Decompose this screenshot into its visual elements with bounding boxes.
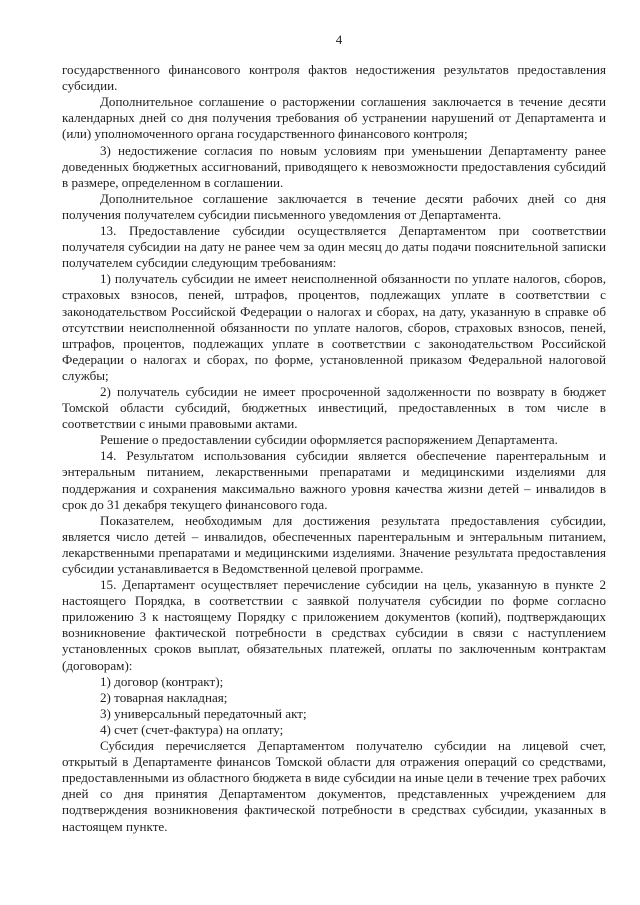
list-item: 1) договор (контракт); — [100, 673, 224, 689]
list-item: 4) счет (счет-фактура) на оплату; — [100, 721, 284, 737]
paragraph: Показателем, необходимым для достижения результата предоставления субсидии, является число детей – инвалидов, обеспеченных парентеральным и энтеральным питанием, лекарственными препаратами и медицинскими изделиями. Значение результата предоставления субсидии устанавливается в Ведомственной целевой программе. — [62, 512, 606, 576]
paragraph: 13. Предоставление субсидии осуществляется Департаментом при соответствии получателя субсидии на дату не ранее чем за один месяц до даты подачи пояснительной записки получателем субсидии следующим требованиям: — [62, 223, 606, 271]
paragraph: Дополнительное соглашение заключается в течение десяти рабочих дней со дня получения получателем субсидии письменного уведомления от Департамента. — [62, 190, 606, 222]
list-item: 2) товарная накладная; — [100, 689, 228, 705]
paragraph: Решение о предоставлении субсидии оформляется распоряжением Департамента. — [100, 432, 558, 448]
paragraph: 3) недостижение согласия по новым условиям при уменьшении Департаменту ранее доведенных бюджетных ассигнований, приводящего к невозможности предоставления субсидий в размере, определенном в соглашении. — [62, 142, 606, 190]
list-item: 3) универсальный передаточный акт; — [100, 705, 307, 721]
paragraph: Дополнительное соглашение о расторжении соглашения заключается в течение десяти календарных дней со дня получения требования об устранении нарушений от Департамента и (или) уполномоченного органа государственного финансового контроля; — [62, 94, 606, 142]
paragraph: 2) получатель субсидии не имеет просроченной задолженности по возврату в бюджет Томской области субсидий, бюджетных инвестиций, предоставленных в том числе в соответствии с иными правовыми актами. — [62, 383, 606, 432]
paragraph: Субсидия перечисляется Департаментом получателю субсидии на лицевой счет, открытый в Департаменте финансов Томской области для отражения операций со средствами, предоставленными из областного бюджета в виде субсидии на иные цели в течение трех рабочих дней со дня принятия Департаментом документов, представленных учреждением для подтверждения возникновения фактической потребности в средствах субсидии, указанных в настоящем пункте. — [62, 738, 606, 834]
paragraph: 14. Результатом использования субсидии является обеспечение парентеральным и энтеральным питанием, лекарственными препаратами и медицинскими изделиями для поддержания и сохранения максимально важного уровня качества жизни детей – инвалидов в срок до 31 декабря текущего финансового года. — [62, 448, 606, 512]
page-number: 4 — [335, 32, 343, 47]
paragraph: 1) получатель субсидии не имеет неисполненной обязанности по уплате налогов, сборов, страховых взносов, пеней, штрафов, процентов, подлежащих уплате в соответствии с законодательством Российской Федерации о налогах и сборах, на дату, указанную в справке об отсутствии неисполненной обязанности по уплате налогов, сборов, страховых взносов, пеней, штрафов, процентов, подлежащих уплате в соответствии с законодательством Российской Федерации о налогах и сборах, по форме, установленной приказом Федеральной налоговой службы; — [62, 271, 606, 383]
paragraph: 15. Департамент осуществляет перечисление субсидии на цель, указанную в пункте 2 настоящего Порядка, в соответствии с заявкой получателя субсидии по форме согласно приложению 3 к настоящему Порядку с приложением документов (копий), подтверждающих возникновение фактической потребности в средствах субсидии в связи с наступлением установленных сроков выплат, обязательных платежей, оплаты по заключенным контрактам (договорам): — [62, 577, 606, 673]
paragraph: государственного финансового контроля фактов недостижения результатов предоставления субсидии. — [62, 62, 606, 94]
